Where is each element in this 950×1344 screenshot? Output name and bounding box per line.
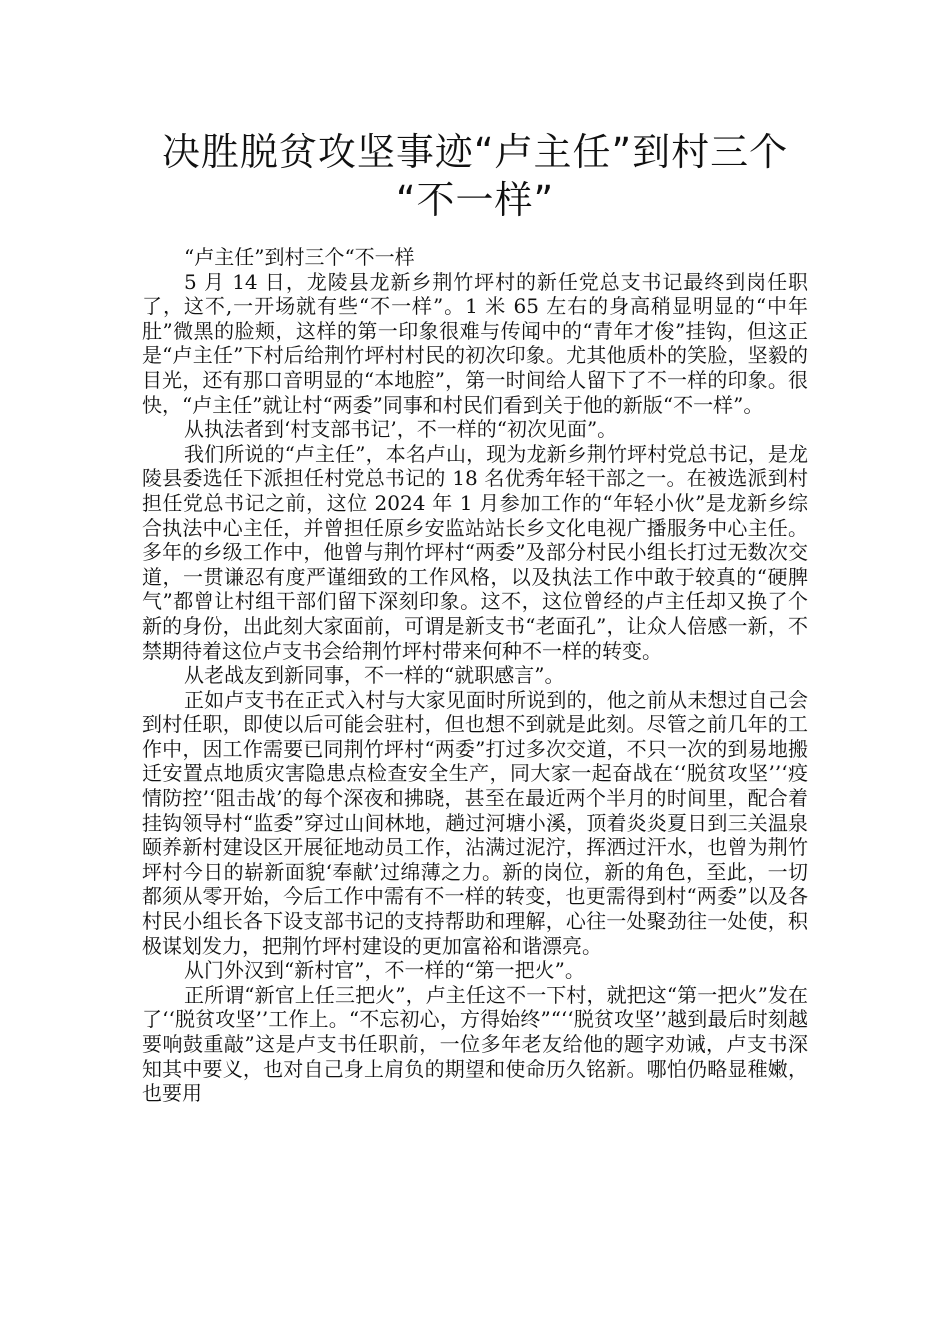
subtitle-paragraph: “卢主任”到村三个“不一样 <box>184 245 415 269</box>
section-heading: 从门外汉到“新村官”，不一样的“第一把火”。 <box>184 958 585 983</box>
body-paragraph: 正如卢支书在正式入村与大家见面时所说到的，他之前从未想过自己会到村任职，即使以后可能会驻村，但也想不到就是此刻。尽管之前几年的工作中，因工作需要已同荆竹坪村“两委”打过多次交道，不只一次的到易地搬迁安置点地质灾害隐患点检查安全生产，同大家一起奋战在‘‘脱贫攻坚’’‘疫情防控’‘阻击战’的每个深夜和拂晓，甚至在最近两个半月的时间里，配合着挂钩领导村“监委”穿过山间林地，趟过河塘小溪，顶着炎炎夏日到三关温泉颐养新村建设区开展征地动员工作，沾满过泥泞，挥洒过汗水，也曾为荆竹坪村今日的崭新面貌‘奉献’过绵薄之力。新的岗位，新的角色，至此，一切都须从零开始，今后工作中需有不一样的转变，也更需得到村“两委”以及各村民小组长各下设支部书记的支持帮助和理解，心往一处聚劲往一处使，积极谋划发力，把荆竹坪村建设的更加富裕和谐漂亮。 <box>142 687 808 958</box>
title-line-1: 决胜脱贫攻坚事迹“卢主任”到村三个 <box>161 130 789 174</box>
body-paragraph: 正所谓“新官上任三把火”，卢主任这不一下村，就把这“第一把火”发在了‘‘脱贫攻坚’’工作上。“不忘初心，方得始终”“‘‘脱贫攻坚’’越到最后时刻越要响鼓重敲”这是卢支书任职前，一位多年老友给他的题字劝诫，卢支书深知其中要义，也对自己身上肩负的期望和使命历久铭新。哪怕仍略显稚嫩，也要用 <box>142 982 808 1106</box>
body-paragraph: 我们所说的“卢主任”，本名卢山，现为龙新乡荆竹坪村党总书记，是龙陵县委选任下派担任村党总书记的 18 名优秀年轻干部之一。在被选派到村担任党总书记之前，这位 2024 年 1 月参加工作的“年轻小伙”是龙新乡综合执法中心主任，并曾担任原乡安监站站长乡文化电视广播服务中心主任。多年的乡级工作中，他曾与荆竹坪村“两委”及部分村民小组长打过无数次交道，一贯谦忍有度严谨细致的工作风格，以及执法工作中敢于较真的“硬脾气”都曾让村组干部们留下深刻印象。这不，这位曾经的卢主任却又换了个新的身份，出此刻大家面前，可谓是新支书“老面孔”，让众人倍感一新，不禁期待着这位卢支书会给荆竹坪村带来何种不一样的转变。 <box>142 441 808 663</box>
section-heading: 从执法者到‘村支部书记’，不一样的“初次见面”。 <box>184 417 618 442</box>
document-title <box>130 128 820 224</box>
document-body <box>142 245 808 1106</box>
body-paragraph: 5 月 14 日，龙陵县龙新乡荆竹坪村的新任党总支书记最终到岗任职了，这不,一开场就有些“不一样”。1 米 65 左右的身高稍显明显的“中年肚”微黑的脸颊，这样的第一印象很难与传闻中的“青年才俊”挂钩，但这正是“卢主任”下村后给荆竹坪村村民的初次印象。尤其他质朴的笑脸，坚毅的目光，还有那口音明显的“本地腔”，第一时间给人留下了不一样的印象。很快，“卢主任”就让村“两委”同事和村民们看到关于他的新版“不一样”。 <box>142 269 808 417</box>
title-line-2: “不一样” <box>395 178 555 222</box>
section-heading: 从老战友到新同事，不一样的“就职感言”。 <box>184 663 565 688</box>
